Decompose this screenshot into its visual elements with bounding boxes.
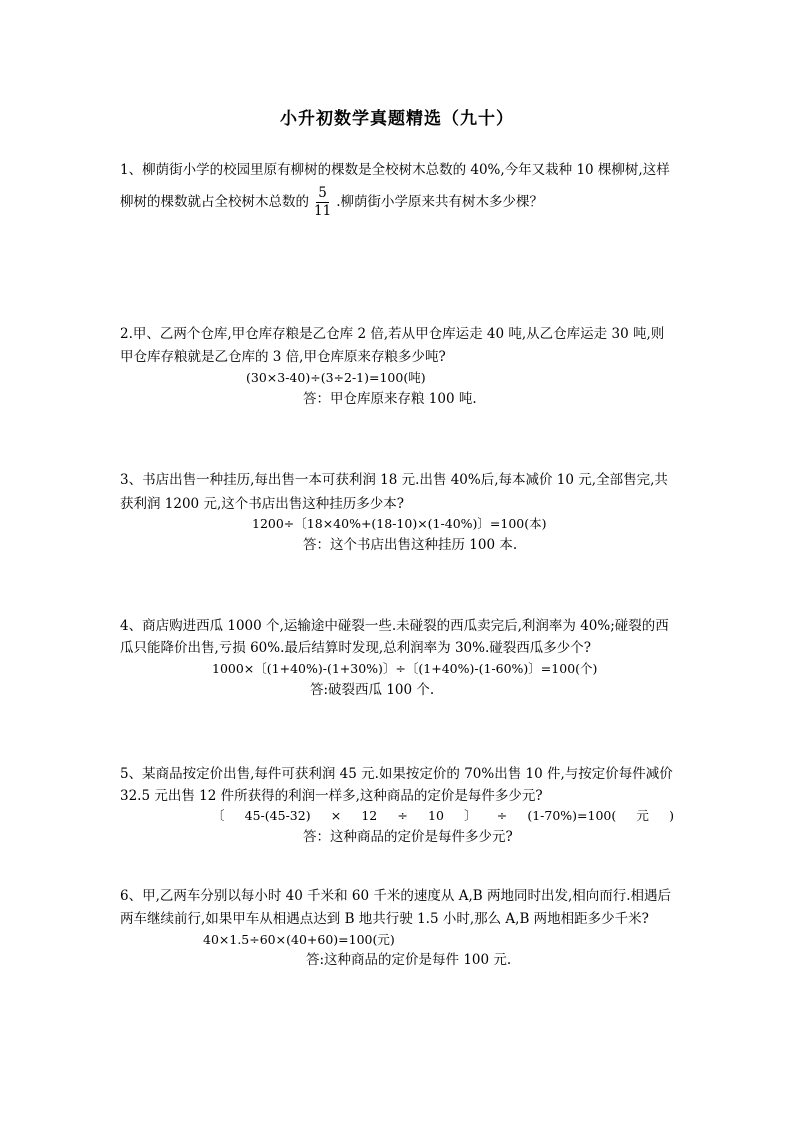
calc-part: 〕	[464, 808, 477, 823]
calc-part: 〔	[212, 808, 225, 823]
q6-answer: 答:这种商品的定价是每件 100 元.	[306, 952, 512, 968]
calc-part: ÷	[397, 808, 408, 823]
q1-line-2-pre: 柳树的棵数就占全校树木总数的	[120, 194, 309, 210]
calc-part: )	[669, 808, 674, 823]
q2-calculation: (30×3-40)÷(3÷2-1)=100(吨)	[246, 370, 426, 385]
q3-line-2: 获利润 1200 元,这个书店出售这种挂历多少本?	[120, 496, 404, 512]
q4-line-2: 瓜只能降价出售,亏损 60%.最后结算时发现,总利润率为 30%.碰裂西瓜多少个?	[120, 640, 591, 656]
q6-line-2: 两车继续前行,如果甲车从相遇点达到 B 地共行驶 1.5 小时,那么 A,B 两地相距多少千米?	[120, 911, 649, 927]
q4-line-1: 4、商店购进西瓜 1000 个,运输途中碰裂一些.未碰裂的西瓜卖完后,利润率为 40%;碰裂的西	[120, 618, 669, 634]
q2-answer: 答：甲仓库原来存粮 100 吨.	[303, 391, 477, 407]
calc-part: 元	[636, 808, 649, 823]
q2-line-1: 2.甲、乙两个仓库,甲仓库存粮是乙仓库 2 倍,若从甲仓库运走 40 吨,从乙仓库运走 30 吨,则	[120, 326, 665, 342]
calc-part: 45-(45-32)	[244, 808, 311, 823]
q6-line-1: 6、甲,乙两车分别以每小时 40 千米和 60 千米的速度从 A,B 两地同时出发,相向而行.相遇后	[120, 888, 672, 904]
q3-calculation: 1200÷〔18×40%+(18-10)×(1-40%)〕=100(本)	[252, 516, 547, 531]
q1-line-1: 1、柳荫街小学的校园里原有柳树的棵数是全校树木总数的 40%,今年又栽种 10 棵柳树,这样	[120, 162, 670, 178]
fraction-5-11	[312, 185, 333, 220]
q1-line-2-post: .柳荫街小学原来共有树木多少棵？	[336, 194, 543, 210]
q5-calculation	[212, 807, 674, 825]
q6-calculation: 40×1.5÷60×(40+60)=100(元)	[203, 932, 395, 947]
calc-part: (1-70%)=100(	[527, 808, 617, 823]
q2-line-2: 甲仓库存粮就是乙仓库的 3 倍,甲仓库原来存粮多少吨?	[120, 349, 446, 365]
q5-line-1: 5、某商品按定价出售,每件可获利润 45 元.如果按定价的 70%出售 10 件,与按定价每件减价	[120, 766, 673, 782]
q3-answer: 答：这个书店出售这种挂历 100 本.	[303, 537, 518, 553]
q5-answer: 答：这种商品的定价是每件多少元?	[303, 829, 513, 845]
fraction-denominator: 11	[314, 203, 332, 219]
q5-line-2: 32.5 元出售 12 件所获得的利润一样多,这种商品的定价是每件多少元?	[120, 788, 543, 804]
calc-part: 10	[428, 808, 444, 823]
calc-part: 12	[361, 808, 378, 823]
q4-calculation: 1000×〔(1+40%)-(1+30%)〕÷〔(1+40%)-(1-60%)〕=100(个)	[212, 661, 598, 676]
calc-part: ÷	[496, 808, 508, 823]
calc-part: ×	[330, 808, 342, 823]
q4-answer: 答:破裂西瓜 100 个.	[310, 682, 435, 698]
page-title: 小升初数学真题精选（九十）	[280, 109, 514, 129]
fraction-numerator: 5	[318, 185, 327, 201]
q3-line-1: 3、书店出售一种挂历,每出售一本可获利润 18 元.出售 40%后,每本减价 10 元,全部售完,共	[120, 472, 668, 488]
q1-line-2	[120, 184, 543, 220]
